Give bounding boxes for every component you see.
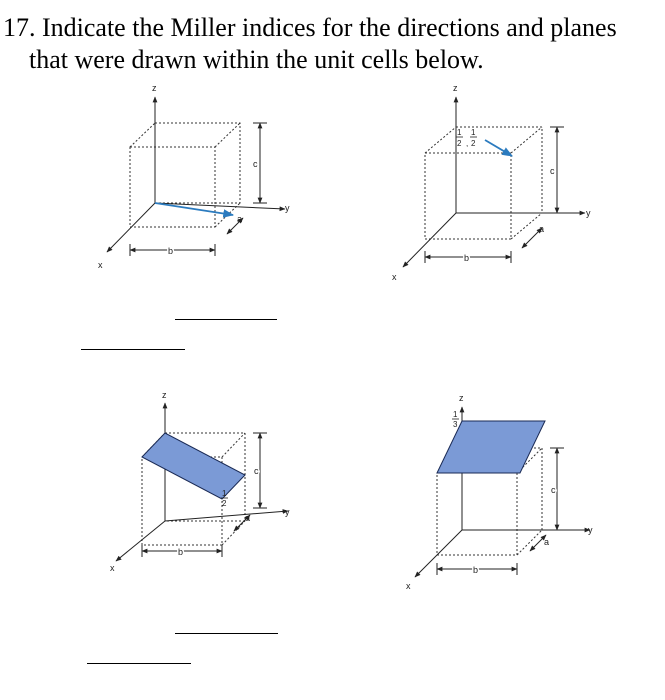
c-dimension-label: c	[550, 166, 555, 176]
z-axis-label: z	[459, 393, 464, 403]
x-axis-label: x	[110, 563, 115, 573]
y-axis-label: y	[285, 203, 290, 213]
answer-line-direction-2[interactable]	[175, 319, 277, 320]
unit-cell-diagram-4	[400, 393, 600, 593]
fraction-1-denominator: 2	[457, 139, 462, 148]
question-line-1: Indicate the Miller indices for the directions and planes	[42, 13, 617, 42]
fraction-2-numerator: 1	[471, 128, 476, 137]
c-dimension-label: c	[254, 466, 259, 476]
z-axis-label: z	[162, 390, 167, 400]
z-axis-label: z	[152, 83, 157, 93]
fraction-comma: ,	[466, 139, 469, 148]
answer-line-direction-1[interactable]	[81, 349, 185, 350]
y-axis-label: y	[285, 507, 290, 517]
x-axis-label: x	[406, 581, 411, 591]
fraction-numerator: 1	[453, 410, 458, 419]
unit-cell-diagram-3	[108, 390, 308, 578]
question-number: 17.	[3, 13, 36, 42]
answer-line-plane-2[interactable]	[175, 633, 278, 634]
a-dimension-label: a	[539, 224, 545, 234]
a-dimension-label: a	[544, 537, 550, 547]
fraction-denominator: 3	[453, 420, 458, 429]
b-dimension-label: b	[178, 547, 184, 557]
question-text	[3, 12, 658, 76]
y-axis-label: y	[588, 525, 593, 535]
b-dimension-label: b	[473, 565, 479, 575]
c-dimension-label: c	[253, 159, 258, 169]
fraction-numerator: 1	[222, 489, 227, 498]
x-axis-label: x	[98, 260, 103, 270]
fraction-denominator: 2	[222, 499, 227, 508]
a-dimension-label: a	[237, 214, 243, 224]
fraction-1-numerator: 1	[457, 128, 462, 137]
question-line-2: that were drawn within the unit cells below.	[29, 45, 484, 74]
unit-cell-diagram-2	[390, 82, 600, 287]
z-axis-label: z	[453, 83, 458, 93]
c-dimension-label: c	[551, 485, 556, 495]
fraction-2-denominator: 2	[471, 139, 476, 148]
b-dimension-label: b	[168, 246, 174, 256]
answer-line-plane-1[interactable]	[87, 663, 191, 664]
x-axis-label: x	[392, 272, 397, 282]
unit-cell-diagram-1	[95, 82, 295, 277]
a-dimension-label: a	[245, 513, 251, 523]
y-axis-label: y	[586, 208, 591, 218]
b-dimension-label: b	[464, 253, 470, 263]
